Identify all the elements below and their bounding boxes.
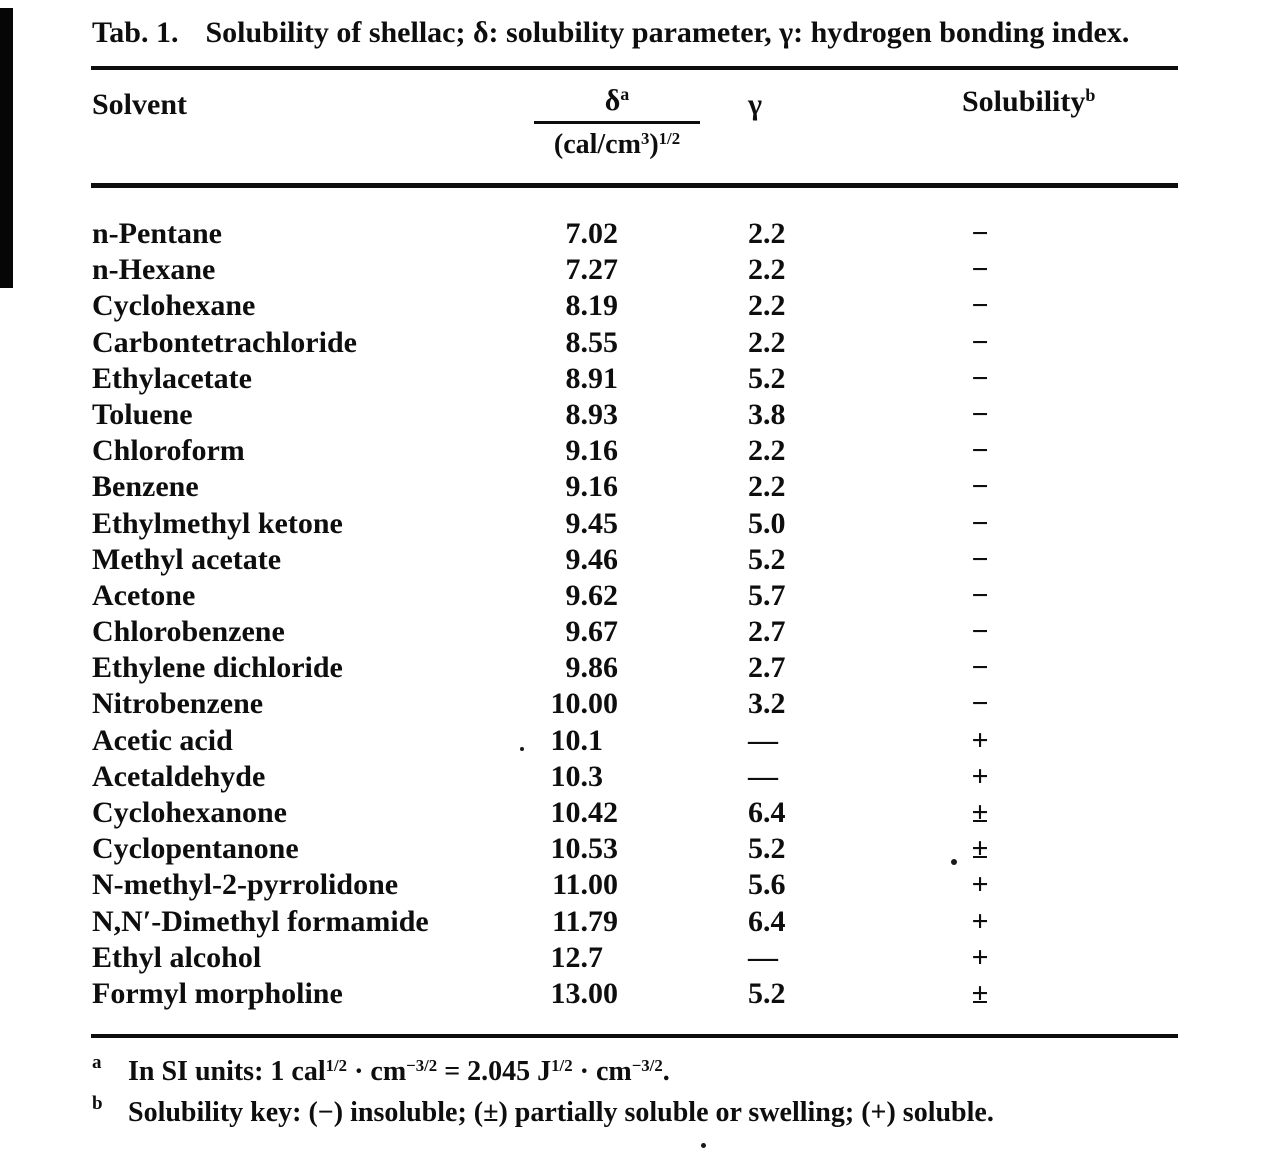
gamma-cell: — xyxy=(748,723,778,757)
solubility-cell: − xyxy=(971,542,989,576)
solubility-cell: − xyxy=(971,615,989,649)
table-row xyxy=(92,288,1180,324)
gamma-cell: — xyxy=(748,759,778,793)
solvent-cell: Ethylacetate xyxy=(92,361,252,395)
delta-cell: 10.42 xyxy=(550,796,618,829)
column-header-solubility: Solubility$^b$ xyxy=(962,85,1096,118)
solvent-cell: Nitrobenzene xyxy=(92,687,264,721)
solubility-cell: ± xyxy=(971,796,989,829)
gamma-cell: 2.2 xyxy=(748,253,786,287)
solvent-cell: Ethylene dichloride xyxy=(92,651,343,685)
caption-label: Tab. 1. xyxy=(92,16,179,49)
table-row xyxy=(92,614,1180,650)
delta-cell: 10.1 xyxy=(550,723,603,757)
gamma-cell: 2.7 xyxy=(748,651,786,685)
gamma-cell: 2.2 xyxy=(748,434,786,468)
solubility-cell: − xyxy=(971,651,989,685)
delta-cell: 9.67 xyxy=(565,615,618,649)
bottom-rule xyxy=(91,1034,1178,1038)
table-row xyxy=(92,325,1180,361)
table-row xyxy=(92,469,1180,505)
table-row xyxy=(92,361,1180,397)
solvent-cell: Chloroform xyxy=(92,434,245,468)
table-caption xyxy=(92,16,1129,50)
column-header-solvent: Solvent xyxy=(92,88,188,121)
solvent-cell: Cyclohexanone xyxy=(92,796,287,829)
solvent-cell: Formyl morpholine xyxy=(92,976,343,1010)
delta-cell: 7.27 xyxy=(565,253,618,287)
table-row xyxy=(92,216,1180,252)
solvent-cell: Acetaldehyde xyxy=(92,759,266,793)
solvent-cell: Benzene xyxy=(92,470,199,504)
header-rule xyxy=(91,183,1178,188)
gamma-cell: 5.6 xyxy=(748,868,786,902)
table-row xyxy=(92,578,1180,614)
delta-cell: 9.62 xyxy=(565,578,618,612)
solubility-cell: + xyxy=(971,940,989,974)
table-row xyxy=(92,252,1180,288)
delta-cell: 11.79 xyxy=(552,904,618,938)
table-row xyxy=(92,542,1180,578)
delta-cell: 8.19 xyxy=(565,289,618,323)
delta-cell: 8.55 xyxy=(565,325,618,359)
table-row xyxy=(92,904,1180,940)
delta-cell: 9.16 xyxy=(565,470,618,504)
gamma-cell: 6.4 xyxy=(748,796,786,829)
gamma-cell: 6.4 xyxy=(748,904,786,938)
delta-cell: 7.02 xyxy=(565,217,618,250)
delta-cell: 9.45 xyxy=(565,506,618,540)
table-row xyxy=(92,831,1180,867)
delta-cell: 9.16 xyxy=(565,434,618,468)
solubility-cell: + xyxy=(971,723,989,757)
solubility-cell: − xyxy=(971,397,989,431)
scan-speck xyxy=(951,859,957,865)
footnote-b xyxy=(92,1093,994,1129)
table-row xyxy=(92,976,1180,1012)
solvent-cell: Acetic acid xyxy=(92,723,233,757)
table-row xyxy=(92,759,1180,795)
gamma-cell: 5.0 xyxy=(748,506,786,540)
solvent-cell: Carbontetrachloride xyxy=(92,325,357,359)
solubility-cell: − xyxy=(971,253,989,287)
caption-text: Solubility of shellac; δ: solubility parameter, γ: hydrogen bonding index. xyxy=(205,16,1130,49)
scan-speck xyxy=(701,1143,706,1148)
solvent-cell: Ethyl alcohol xyxy=(92,940,262,974)
gamma-cell: 2.2 xyxy=(748,217,786,250)
solvent-cell: Chlorobenzene xyxy=(92,615,285,649)
footnote-a-marker: a xyxy=(92,1052,102,1073)
solvent-cell: Acetone xyxy=(92,578,196,612)
solubility-cell: − xyxy=(971,325,989,359)
solubility-cell: − xyxy=(971,578,989,612)
solubility-cell: + xyxy=(971,868,989,902)
table-row xyxy=(92,397,1180,433)
solubility-cell: − xyxy=(971,434,989,468)
gamma-cell: 3.2 xyxy=(748,687,786,721)
solubility-cell: − xyxy=(971,470,989,504)
gamma-cell: 5.2 xyxy=(748,542,786,576)
delta-units: $(cal/cm^3)^{1/2}$ xyxy=(553,128,681,160)
delta-cell: 11.00 xyxy=(552,868,618,902)
delta-cell: 9.86 xyxy=(565,651,618,685)
solvent-cell: Cyclohexane xyxy=(92,289,256,323)
gamma-cell: 5.7 xyxy=(748,578,786,612)
table-row xyxy=(92,650,1180,686)
table-row xyxy=(92,795,1180,831)
solvent-cell: Methyl acetate xyxy=(92,542,282,576)
solubility-cell: ± xyxy=(971,976,989,1010)
gamma-cell: 2.2 xyxy=(748,289,786,323)
column-header-delta xyxy=(534,84,700,161)
solubility-cell: + xyxy=(971,759,989,793)
delta-cell: 10.53 xyxy=(550,832,618,866)
top-rule xyxy=(91,66,1178,70)
delta-cell: 13.00 xyxy=(550,976,618,1010)
solvent-cell: N,N′-Dimethyl formamide xyxy=(92,904,429,938)
solvent-cell: Toluene xyxy=(92,397,193,431)
solvent-cell: N-methyl-2-pyrrolidone xyxy=(92,868,399,902)
solvent-cell: n-Hexane xyxy=(92,253,216,287)
delta-symbol: $\delta^a$ xyxy=(534,84,700,124)
solubility-cell: − xyxy=(971,506,989,540)
gamma-cell: 2.7 xyxy=(748,615,786,649)
delta-cell: 10.00 xyxy=(550,687,618,721)
table-row xyxy=(92,686,1180,722)
footnote-a xyxy=(92,1052,670,1088)
table-row xyxy=(92,723,1180,759)
gamma-cell: 3.8 xyxy=(748,397,786,431)
gamma-cell: 2.2 xyxy=(748,470,786,504)
table-rows xyxy=(92,216,1180,1012)
table-row xyxy=(92,506,1180,542)
solubility-cell: − xyxy=(971,289,989,323)
delta-cell: 12.7 xyxy=(550,940,603,974)
delta-cell: 10.3 xyxy=(550,759,603,793)
solubility-cell: − xyxy=(971,217,989,250)
solubility-cell: − xyxy=(971,687,989,721)
footnote-b-marker: b xyxy=(92,1093,103,1114)
table-row xyxy=(92,940,1180,976)
gamma-cell: 5.2 xyxy=(748,832,786,866)
column-header-gamma: γ xyxy=(748,88,763,121)
footnote-b-text: Solubility key: (−) insoluble; (±) partially soluble or swelling; (+) soluble. xyxy=(128,1097,994,1128)
solvent-cell: Ethylmethyl ketone xyxy=(92,506,343,540)
solvent-cell: Cyclopentanone xyxy=(92,832,299,866)
gamma-cell: 5.2 xyxy=(748,361,786,395)
scan-speck xyxy=(520,747,524,751)
solubility-cell: − xyxy=(971,361,989,395)
footnote-a-text: In SI units: 1 $cal^{1/2} \cdot cm^{-3/2} = 2.045$ $J^{1/2} \cdot cm^{-3/2}$. xyxy=(128,1055,670,1087)
delta-cell: 9.46 xyxy=(565,542,618,576)
gamma-cell: — xyxy=(748,940,778,974)
solvent-cell: n-Pentane xyxy=(92,217,222,250)
table-row xyxy=(92,433,1180,469)
scan-artifact-bar xyxy=(0,8,13,288)
gamma-cell: 5.2 xyxy=(748,976,786,1010)
delta-cell: 8.93 xyxy=(565,397,618,431)
solubility-cell: + xyxy=(971,904,989,938)
table-row xyxy=(92,867,1180,903)
solubility-cell: ± xyxy=(971,832,989,866)
delta-cell: 8.91 xyxy=(565,361,618,395)
gamma-cell: 2.2 xyxy=(748,325,786,359)
